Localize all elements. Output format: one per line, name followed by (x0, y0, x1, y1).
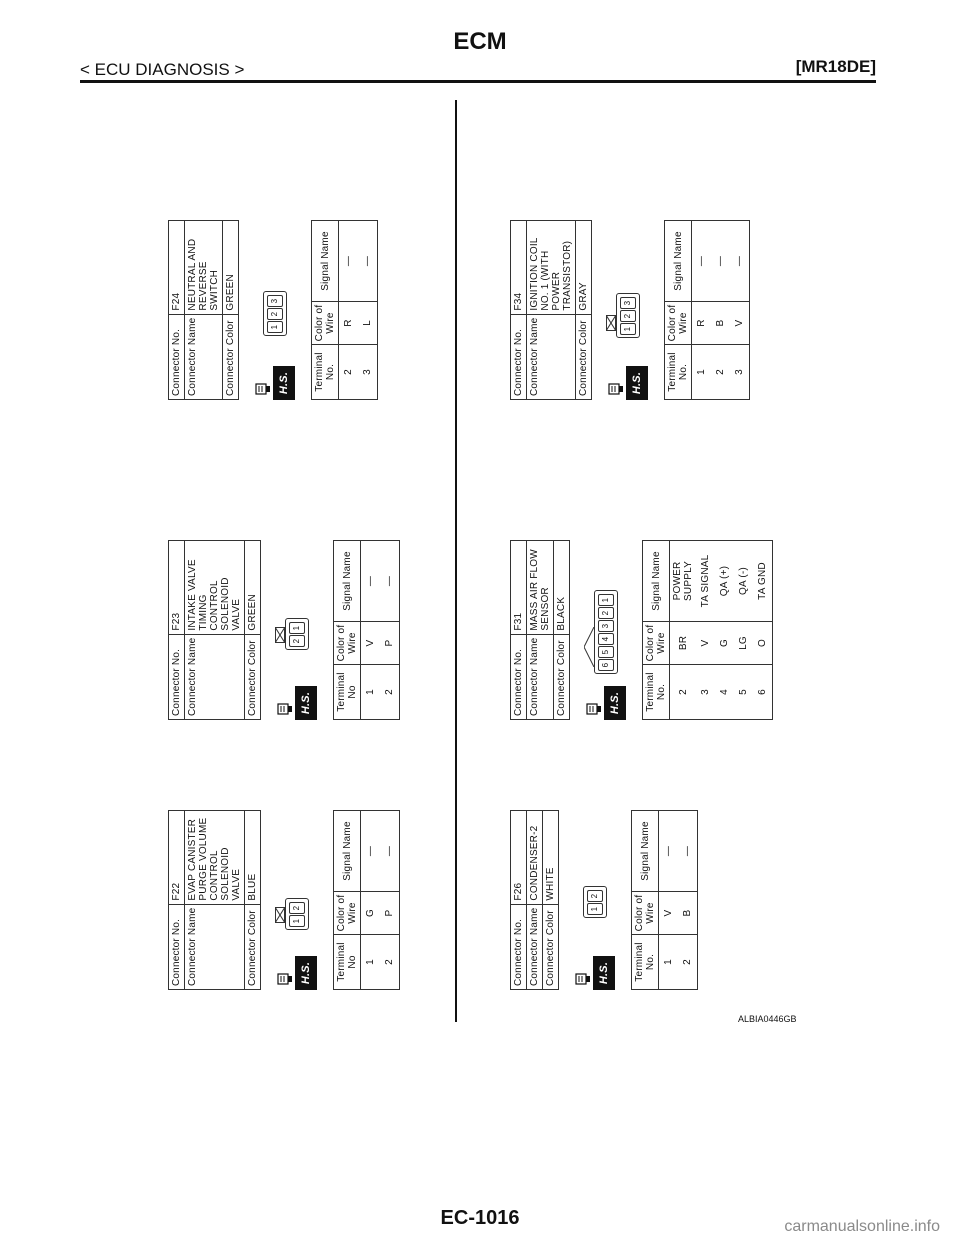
pin-number: 2 (598, 607, 614, 619)
connector-plug (594, 590, 618, 674)
latch-icon (275, 907, 285, 923)
pin-number: 4 (598, 633, 614, 645)
signal-name: TA GND (753, 541, 773, 622)
terminal-table (333, 540, 400, 720)
pin-number: 5 (598, 646, 614, 658)
info-label: Connector No. (511, 314, 527, 399)
pin-number: 2 (587, 890, 603, 902)
hs-label: H.S. (626, 366, 648, 400)
terminal-no: 1 (361, 665, 381, 720)
connector-block (168, 220, 378, 400)
terminal-no: 2 (380, 935, 400, 990)
wire-color: R (339, 302, 359, 345)
hs-label: H.S. (593, 956, 615, 990)
signal-name-header: Signal Name (643, 541, 670, 622)
signal-name: — (339, 221, 359, 302)
terminal-header-row (312, 221, 339, 400)
hs-badge (255, 366, 295, 400)
terminal-table (631, 810, 698, 990)
info-value: CONDENSER-2 (527, 811, 543, 905)
wire-color: R (692, 302, 712, 345)
info-value: BLACK (554, 541, 570, 635)
pin-row (264, 292, 286, 335)
info-label: Connector Name (527, 314, 576, 399)
pin-row (617, 294, 639, 337)
wire-color: V (730, 302, 750, 345)
pin-number: 6 (598, 659, 614, 671)
pin-number: 1 (598, 594, 614, 606)
signal-name-header: Signal Name (334, 541, 361, 622)
header-rule (80, 80, 876, 83)
page-title: ECM (453, 28, 507, 55)
connector-face (598, 220, 656, 400)
connector-info-table (168, 220, 239, 400)
signal-name: — (380, 541, 400, 622)
terminal-header-row (665, 221, 692, 400)
info-label: Connector Name (527, 634, 554, 719)
latch-icon (606, 315, 616, 331)
info-value: MASS AIR FLOW SENSOR (527, 541, 554, 635)
pin-number: 1 (289, 622, 305, 634)
info-label: Connector Name (185, 314, 223, 399)
info-row (169, 541, 185, 720)
info-row (169, 811, 185, 990)
connector-info-table (168, 540, 261, 720)
info-row (576, 221, 592, 400)
wire-color: B (678, 892, 698, 935)
connector-icon (277, 972, 293, 986)
terminal-no: 1 (692, 345, 712, 400)
info-row (527, 541, 554, 720)
connector-block (510, 540, 773, 720)
signal-name: POWER SUPPLY (670, 541, 697, 622)
terminal-no-header: Terminal No. (665, 345, 692, 400)
terminal-no: 2 (380, 665, 400, 720)
signal-name-header: Signal Name (334, 811, 361, 892)
connector-info-table (510, 810, 559, 990)
info-label: Connector Name (185, 634, 245, 719)
info-label: Connector Color (554, 634, 570, 719)
terminal-no: 6 (753, 665, 773, 720)
info-label: Connector No. (169, 634, 185, 719)
terminal-no: 5 (734, 665, 753, 720)
terminal-no: 3 (358, 345, 378, 400)
info-label: Connector Color (245, 634, 261, 719)
terminal-no: 2 (339, 345, 359, 400)
terminal-no-header: Terminal No (334, 665, 361, 720)
terminal-row (696, 541, 715, 720)
wire-color-header: Color of Wire (312, 302, 339, 345)
terminal-header-row (643, 541, 670, 720)
terminal-row (659, 811, 679, 990)
terminal-row (380, 811, 400, 990)
connector-face (267, 540, 325, 720)
info-row (543, 811, 559, 990)
info-value: GRAY (576, 221, 592, 315)
info-row (511, 541, 527, 720)
wire-color: O (753, 622, 773, 665)
info-value: GREEN (245, 541, 261, 635)
info-value: IGNITION COIL NO. 1 (WITH POWER TRANSISTOR) (527, 221, 576, 315)
signal-name: — (380, 811, 400, 892)
terminal-row (753, 541, 773, 720)
info-row (554, 541, 570, 720)
info-row (245, 541, 261, 720)
connector-face (245, 220, 303, 400)
signal-name: — (361, 541, 381, 622)
wire-color: P (380, 622, 400, 665)
terminal-row (678, 811, 698, 990)
terminal-row (711, 221, 730, 400)
connector-block (510, 220, 750, 400)
terminal-table (642, 540, 773, 720)
terminal-no: 2 (711, 345, 730, 400)
info-row (511, 811, 527, 990)
info-label: Connector Name (527, 904, 543, 989)
terminal-no: 1 (659, 935, 679, 990)
info-row (527, 811, 543, 990)
wire-color: V (696, 622, 715, 665)
pin-number: 2 (289, 635, 305, 647)
connector-icon (575, 972, 591, 986)
pin-row (595, 591, 617, 673)
pin-number: 3 (598, 620, 614, 632)
info-value: GREEN (223, 221, 239, 315)
info-row (185, 541, 245, 720)
connector-info-table (510, 540, 570, 720)
connector-icon (608, 382, 624, 396)
wire-color-header: Color of Wire (632, 892, 659, 935)
terminal-row (730, 221, 750, 400)
wire-color: BR (670, 622, 697, 665)
hs-badge (586, 686, 626, 720)
info-label: Connector No. (169, 904, 185, 989)
terminal-header-row (334, 811, 361, 990)
connector-face (267, 810, 325, 990)
terminal-row (361, 811, 381, 990)
column-divider (455, 100, 457, 1022)
signal-name: — (730, 221, 750, 302)
info-row (185, 811, 245, 990)
connector-face (576, 540, 634, 720)
info-label: Connector Color (245, 904, 261, 989)
terminal-row (670, 541, 697, 720)
terminal-row (361, 541, 381, 720)
section-label: < ECU DIAGNOSIS > (80, 60, 245, 79)
terminal-no: 2 (670, 665, 697, 720)
connector-plug (285, 618, 309, 650)
info-label: Connector No. (169, 314, 185, 399)
wire-color: V (361, 622, 381, 665)
engine-label: [MR18DE] (795, 57, 876, 76)
hs-badge (277, 956, 317, 990)
terminal-no: 2 (678, 935, 698, 990)
connector-icon (255, 382, 271, 396)
latch-icon (584, 627, 594, 667)
latch-icon (275, 627, 285, 643)
terminal-table (333, 810, 400, 990)
terminal-table (311, 220, 378, 400)
pin-number: 2 (620, 310, 636, 322)
connector-info-table (510, 220, 592, 400)
terminal-no-header: Terminal No. (643, 665, 670, 720)
terminal-row (339, 221, 359, 400)
wire-color-header: Color of Wire (334, 892, 361, 935)
signal-name-header: Signal Name (632, 811, 659, 892)
info-row (511, 221, 527, 400)
hs-badge (277, 686, 317, 720)
wire-color: P (380, 892, 400, 935)
terminal-row (692, 221, 712, 400)
info-label: Connector Name (185, 904, 245, 989)
connector-icon (277, 702, 293, 716)
info-label: Connector Color (576, 314, 592, 399)
connector-plug (616, 293, 640, 338)
pin-number: 1 (267, 321, 283, 333)
info-row (527, 221, 576, 400)
connector-block (510, 810, 698, 990)
connector-block (168, 810, 400, 990)
info-row (223, 221, 239, 400)
figure-id: ALBIA0446GB (738, 1014, 797, 1024)
info-label: Connector No. (511, 634, 527, 719)
info-value: F24 (169, 221, 185, 315)
wire-color: L (358, 302, 378, 345)
connector-plug (263, 291, 287, 336)
signal-name: QA (+) (715, 541, 734, 622)
pin-number: 3 (620, 297, 636, 309)
info-value: WHITE (543, 811, 559, 905)
signal-name: — (678, 811, 698, 892)
wire-color: LG (734, 622, 753, 665)
info-value: EVAP CANISTER PURGE VOLUME CONTROL SOLENOID VALVE (185, 811, 245, 905)
pin-number: 1 (289, 915, 305, 927)
signal-name: — (358, 221, 378, 302)
terminal-no: 1 (361, 935, 381, 990)
terminal-row (380, 541, 400, 720)
signal-name: QA (-) (734, 541, 753, 622)
terminal-no-header: Terminal No. (312, 345, 339, 400)
connector-icon (586, 702, 602, 716)
connector-block (168, 540, 400, 720)
connector-face (565, 810, 623, 990)
hs-label: H.S. (295, 956, 317, 990)
terminal-row (734, 541, 753, 720)
info-row (169, 221, 185, 400)
info-value: BLUE (245, 811, 261, 905)
pin-number: 2 (267, 308, 283, 320)
signal-name-header: Signal Name (665, 221, 692, 302)
wire-color-header: Color of Wire (643, 622, 670, 665)
info-value: INTAKE VALVE TIMING CONTROL SOLENOID VALVE (185, 541, 245, 635)
terminal-no-header: Terminal No (334, 935, 361, 990)
hs-label: H.S. (604, 686, 626, 720)
pin-number: 1 (620, 323, 636, 335)
signal-name: — (659, 811, 679, 892)
signal-name: — (361, 811, 381, 892)
wire-color: G (715, 622, 734, 665)
pin-number: 3 (267, 295, 283, 307)
hs-badge (608, 366, 648, 400)
pin-row (286, 899, 308, 929)
wire-color: B (711, 302, 730, 345)
terminal-no: 3 (730, 345, 750, 400)
info-value: F26 (511, 811, 527, 905)
signal-name: TA SIGNAL (696, 541, 715, 622)
wire-color: G (361, 892, 381, 935)
connector-plug (583, 886, 607, 918)
signal-name-header: Signal Name (312, 221, 339, 302)
terminal-header-row (632, 811, 659, 990)
signal-name: — (692, 221, 712, 302)
connector-plug (285, 898, 309, 930)
page-number: EC-1016 (440, 1207, 520, 1229)
info-value: F34 (511, 221, 527, 315)
pin-row (286, 619, 308, 649)
wire-color-header: Color of Wire (334, 622, 361, 665)
info-label: Connector Color (223, 314, 239, 399)
terminal-no: 4 (715, 665, 734, 720)
terminal-row (358, 221, 378, 400)
connector-info-table (168, 810, 261, 990)
info-row (185, 221, 223, 400)
watermark: carmanualsonline.info (784, 1218, 940, 1235)
hs-label: H.S. (295, 686, 317, 720)
pin-number: 1 (587, 903, 603, 915)
info-value: F23 (169, 541, 185, 635)
info-value: F22 (169, 811, 185, 905)
info-label: Connector No. (511, 904, 527, 989)
info-row (245, 811, 261, 990)
signal-name: — (711, 221, 730, 302)
terminal-no-header: Terminal No. (632, 935, 659, 990)
terminal-header-row (334, 541, 361, 720)
info-value: F31 (511, 541, 527, 635)
terminal-no: 3 (696, 665, 715, 720)
info-label: Connector Color (543, 904, 559, 989)
terminal-table (664, 220, 750, 400)
info-value: NEUTRAL AND REVERSE SWITCH (185, 221, 223, 315)
hs-label: H.S. (273, 366, 295, 400)
pin-row (584, 887, 606, 917)
hs-badge (575, 956, 615, 990)
pin-number: 2 (289, 902, 305, 914)
wire-color: V (659, 892, 679, 935)
terminal-row (715, 541, 734, 720)
wire-color-header: Color of Wire (665, 302, 692, 345)
